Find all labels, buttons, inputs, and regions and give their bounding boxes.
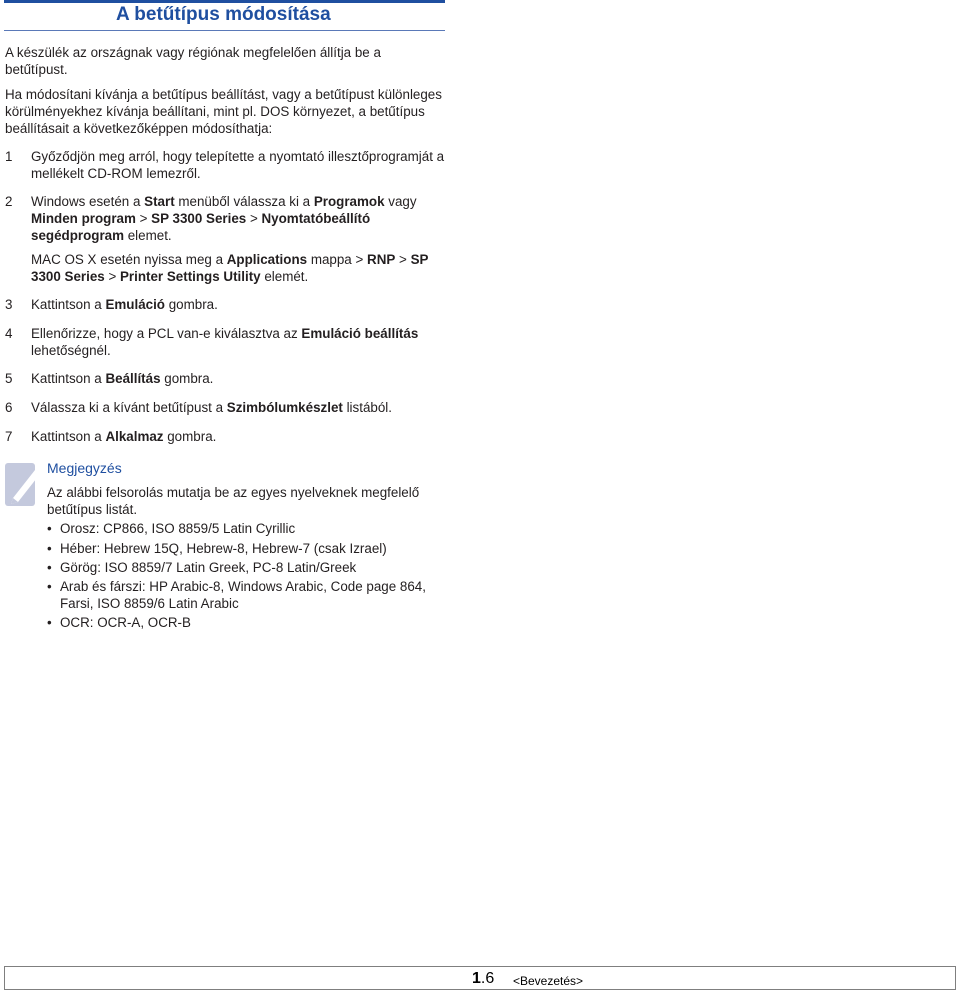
manual-page: A betűtípus módosítása A készülék az országnak vagy régiónak megfelelően állítja be a betűtípust. Ha módosítani kívánja a betűtípus beállítást, vagy a betűtípust különleges körülményekhez kívánja beállítani, mint pl. DOS környezet, a betűtípus beállításait a következőképpen módosíthatja: 1 Győződjön meg arról, hogy telepítette a nyomtató illesztőprogramját a mellékelt CD-ROM lemezről. 2 Windows esetén a Start menüből válassza ki a Programok vagy Minden program > SP 3300 Series > Nyomtatóbeállító segédprogram elemet. MAC OS X esetén nyissa meg a Applications mappa > RNP > SP 3300 Series > Printer Settings Utility elemét. 3 Kattintson a Emuláció gombra. 4 Ellenőrizze, hogy a PCL van-e kiválasztva az Emuláció beállítás lehetőségnél. 5 Kattintson a Beállítás gombra. 6 Válassza ki a kívánt betűtípust a Szimbólumkészlet listából. 7 Kattintson a Alkalmaz gombra. Megjegyzés Az alábbi felsorolás mutatja be az egyes nyelveknek megfelelő betűtípus listát. • Orosz: CP866, ISO 8859/5 Latin Cyrillic • Héber: Hebrew 15Q, Hebrew-8, Hebrew-7 (csak Izrael) • Görög: ISO 8859/7 Latin Greek, PC-8 Latin/Greek • Arab és fárszi: HP Arabic-8, Windows Arabic, Code page 864, Farsi, ISO 8859/6 Latin Arabic • OCR: OCR-A, OCR-B 1.6 <Bevezetés> [0,0,960,993]
step-6 [5,399,445,416]
step-5 [5,370,445,387]
step-1 [5,148,445,182]
step-number: 1 [5,149,13,164]
step-number: 3 [5,297,13,312]
step-text: Kattintson a Beállítás gombra. [31,371,214,386]
bullet-icon: • [47,541,52,556]
bullet-icon: • [47,521,52,536]
bullet-icon: • [47,560,52,575]
pencil-note-icon [4,462,42,508]
section-label: <Bevezetés> [513,974,584,988]
page-title: A betűtípus módosítása [116,4,331,25]
step-4 [5,325,445,359]
title-block [4,0,445,25]
step-text: Győződjön meg arról, hogy telepítette a nyomtató illesztőprogramját a mellékelt CD-ROM lemezről. [31,149,445,181]
step-text: Válassza ki a kívánt betűtípust a Szimbólumkészlet listából. [31,400,392,415]
title-bottom-rule [4,30,445,31]
page-number: 1.6 [472,970,495,987]
intro-paragraph-2: Ha módosítani kívánja a betűtípus beállítást, vagy a betűtípust különleges körülményekhez kívánja beállítani, mint pl. DOS környezet, a betűtípus beállításait a következőképpen módosíthatja: [5,87,442,136]
step-text: Windows esetén a Start menüből válassza ki a Programok vagy Minden program > SP 3300 Series > Nyomtatóbeállító segédprogram elemet. [31,194,417,243]
step-number: 6 [5,400,13,415]
step-2 [5,193,445,244]
step-number: 4 [5,326,13,341]
intro-paragraph-1: A készülék az országnak vagy régiónak megfelelően állítja be a betűtípust. [5,45,381,77]
step-text: Kattintson a Emuláció gombra. [31,297,218,312]
bullet-icon: • [47,615,52,630]
step-text: Kattintson a Alkalmaz gombra. [31,429,217,444]
title-top-rule [4,0,445,3]
note-title: Megjegyzés [47,460,122,476]
step-2-mac-text: MAC OS X esetén nyissa meg a Applications mappa > RNP > SP 3300 Series > Printer Settings Utility elemét. [31,252,429,284]
step-number: 7 [5,429,13,444]
bullet-icon: • [47,579,52,594]
step-number: 5 [5,371,13,386]
step-3 [5,296,445,313]
note-text: Az alábbi felsorolás mutatja be az egyes nyelveknek megfelelő betűtípus listát. [47,485,420,517]
step-number: 2 [5,194,13,209]
step-7 [5,428,445,445]
page-footer [4,966,956,990]
step-text: Ellenőrizze, hogy a PCL van-e kiválasztva az Emuláció beállítás lehetőségnél. [31,326,419,358]
